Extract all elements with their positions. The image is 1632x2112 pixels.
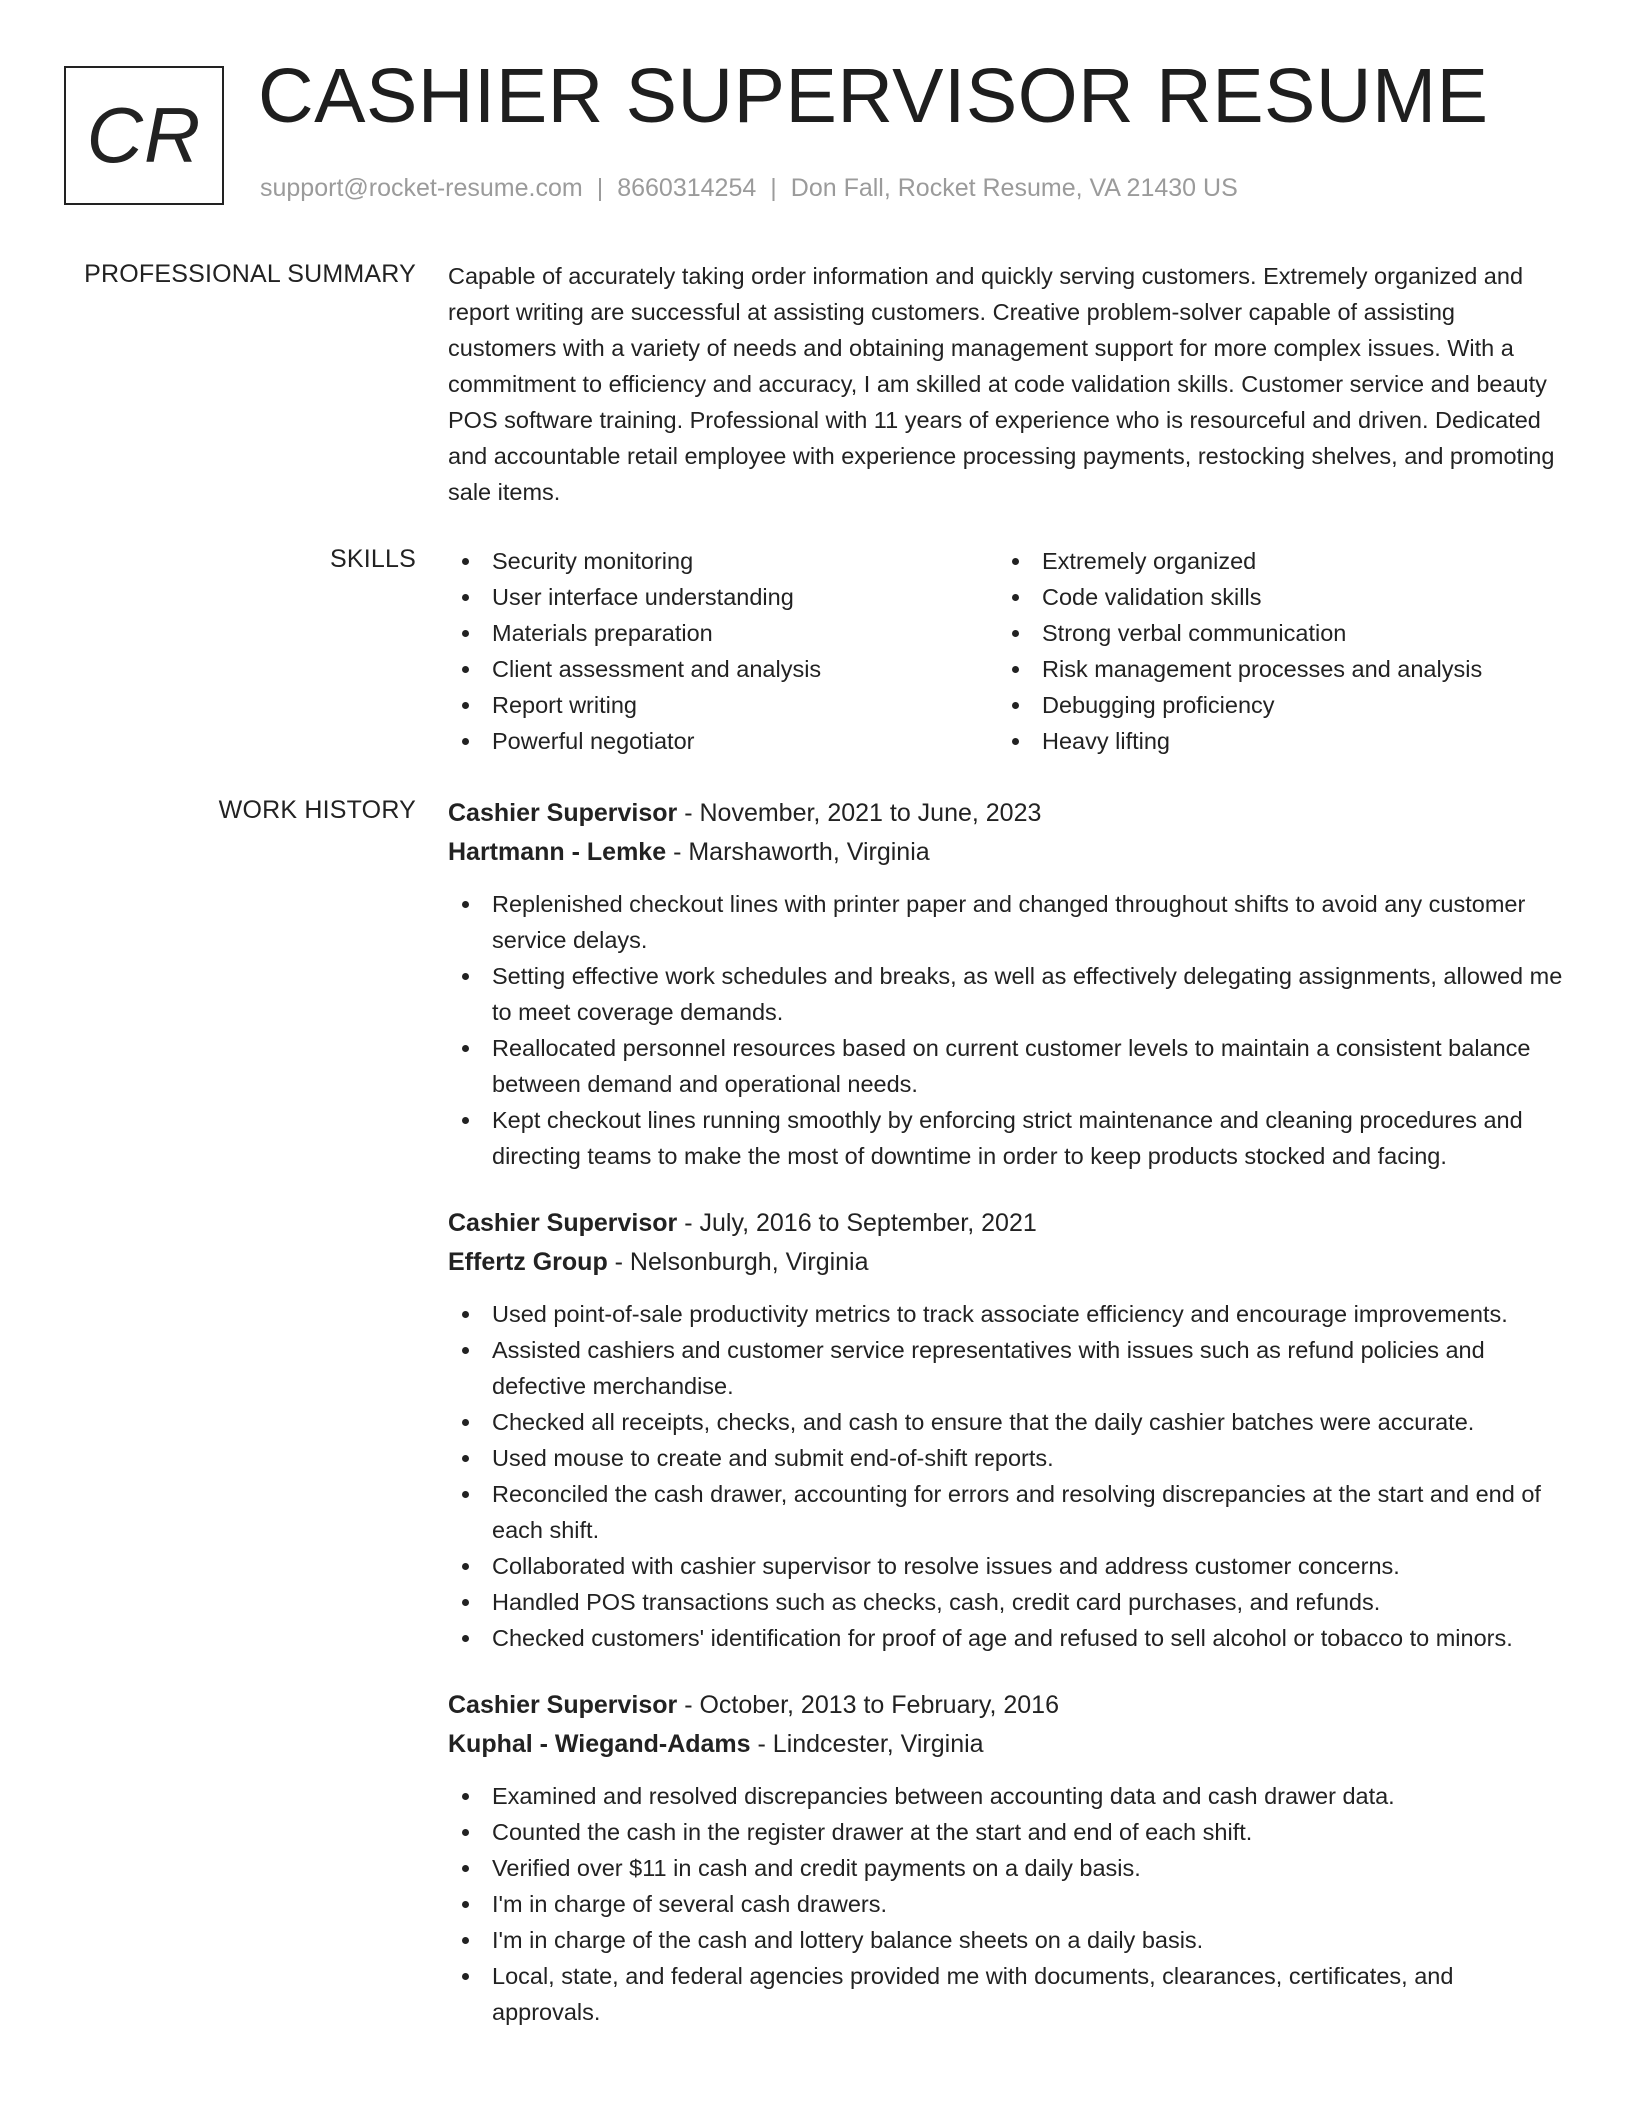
job-company: Kuphal - Wiegand-Adams [448,1730,751,1758]
job-company-line [448,1243,1568,1282]
job-bullets [448,1778,1568,2030]
skill-item: Debugging proficiency [998,687,1548,723]
job-bullet: I'm in charge of the cash and lottery balance sheets on a daily basis. [448,1922,1568,1958]
skills-list-left [448,543,998,759]
skill-item: Code validation skills [998,579,1548,615]
skill-item: Powerful negotiator [448,723,998,759]
skill-item: Heavy lifting [998,723,1548,759]
summary-body [448,258,1568,510]
job-entry [448,1204,1568,1656]
job-dates: - November, 2021 to June, 2023 [677,799,1042,827]
monogram-logo: CR [64,66,224,205]
job-bullet: Checked customers' identification for proof of age and refused to sell alcohol or tobacco to minors. [448,1620,1568,1656]
contact-separator: | [770,174,777,202]
skills-list-right [998,543,1548,759]
job-bullet: Counted the cash in the register drawer at the start and end of each shift. [448,1814,1568,1850]
skill-item: Strong verbal communication [998,615,1548,651]
job-title: Cashier Supervisor [448,1691,678,1719]
job-title-line [448,1686,1568,1725]
job-location: - Nelsonburgh, Virginia [607,1248,869,1276]
skill-item: User interface understanding [448,579,998,615]
job-bullet: Kept checkout lines running smoothly by enforcing strict maintenance and cleaning procedures and directing teams to make the most of downtime in order to keep products stocked and facing. [448,1102,1568,1174]
job-bullet: Used mouse to create and submit end-of-shift reports. [448,1440,1568,1476]
job-entry [448,794,1568,1174]
job-bullet: Verified over $11 in cash and credit payments on a daily basis. [448,1850,1568,1886]
job-entry [448,1686,1568,2030]
job-location: - Marshaworth, Virginia [666,838,930,866]
job-title-line [448,794,1568,833]
job-bullet: Collaborated with cashier supervisor to resolve issues and address customer concerns. [448,1548,1568,1584]
job-bullet: Examined and resolved discrepancies between accounting data and cash drawer data. [448,1778,1568,1814]
contact-line [260,174,1238,203]
job-bullet: Reconciled the cash drawer, accounting for errors and resolving discrepancies at the start and end of each shift. [448,1476,1568,1548]
job-bullet: Assisted cashiers and customer service representatives with issues such as refund policies and defective merchandise. [448,1332,1568,1404]
job-bullet: Used point-of-sale productivity metrics to track associate efficiency and encourage improvements. [448,1296,1568,1332]
job-bullet: Checked all receipts, checks, and cash to ensure that the daily cashier batches were accurate. [448,1404,1568,1440]
job-bullet: Replenished checkout lines with printer paper and changed throughout shifts to avoid any customer service delays. [448,886,1568,958]
contact-phone: 8660314254 [617,174,757,202]
work-history-body [448,794,1568,2060]
job-bullets [448,886,1568,1174]
skill-item: Report writing [448,687,998,723]
job-bullet: I'm in charge of several cash drawers. [448,1886,1568,1922]
job-title: Cashier Supervisor [448,1209,678,1237]
work-history-heading: WORK HISTORY [218,796,416,824]
summary-text: Capable of accurately taking order information and quickly serving customers. Extremely organized and report writing are successful at assisting customers. Creative problem-solver capable of assisting customers with a variety of needs and obtaining management support for more complex issues. With a commitment to efficiency and accuracy, I am skilled at code validation skills. Customer service and beauty POS software training. Professional with 11 years of experience who is resourceful and driven. Dedicated and accountable retail employee with experience processing payments, restocking shelves, and promoting sale items. [448,263,1555,505]
skills-body [448,543,1568,759]
job-title: Cashier Supervisor [448,799,678,827]
job-bullet: Handled POS transactions such as checks, cash, credit card purchases, and refunds. [448,1584,1568,1620]
skill-item: Extremely organized [998,543,1548,579]
job-company: Hartmann - Lemke [448,838,667,866]
skill-item: Client assessment and analysis [448,651,998,687]
job-bullets [448,1296,1568,1656]
skills-heading: SKILLS [330,545,416,573]
contact-separator: | [596,174,604,202]
contact-email: support@rocket-resume.com [260,174,583,202]
job-location: - Lindcester, Virginia [750,1730,984,1758]
job-company-line [448,833,1568,872]
job-dates: - July, 2016 to September, 2021 [677,1209,1037,1237]
job-bullet: Reallocated personnel resources based on current customer levels to maintain a consistent balance between demand and operational needs. [448,1030,1568,1102]
contact-address: Don Fall, Rocket Resume, VA 21430 US [790,174,1238,202]
summary-heading: PROFESSIONAL SUMMARY [84,260,416,288]
skill-item: Materials preparation [448,615,998,651]
job-company: Effertz Group [448,1248,608,1276]
job-bullet: Setting effective work schedules and breaks, as well as effectively delegating assignments, allowed me to meet coverage demands. [448,958,1568,1030]
skill-item: Risk management processes and analysis [998,651,1548,687]
job-bullet: Local, state, and federal agencies provided me with documents, clearances, certificates, and approvals. [448,1958,1568,2030]
job-dates: - October, 2013 to February, 2016 [677,1691,1059,1719]
skill-item: Security monitoring [448,543,998,579]
resume-title: CASHIER SUPERVISOR RESUME [258,53,1489,139]
job-title-line [448,1204,1568,1243]
job-company-line [448,1725,1568,1764]
